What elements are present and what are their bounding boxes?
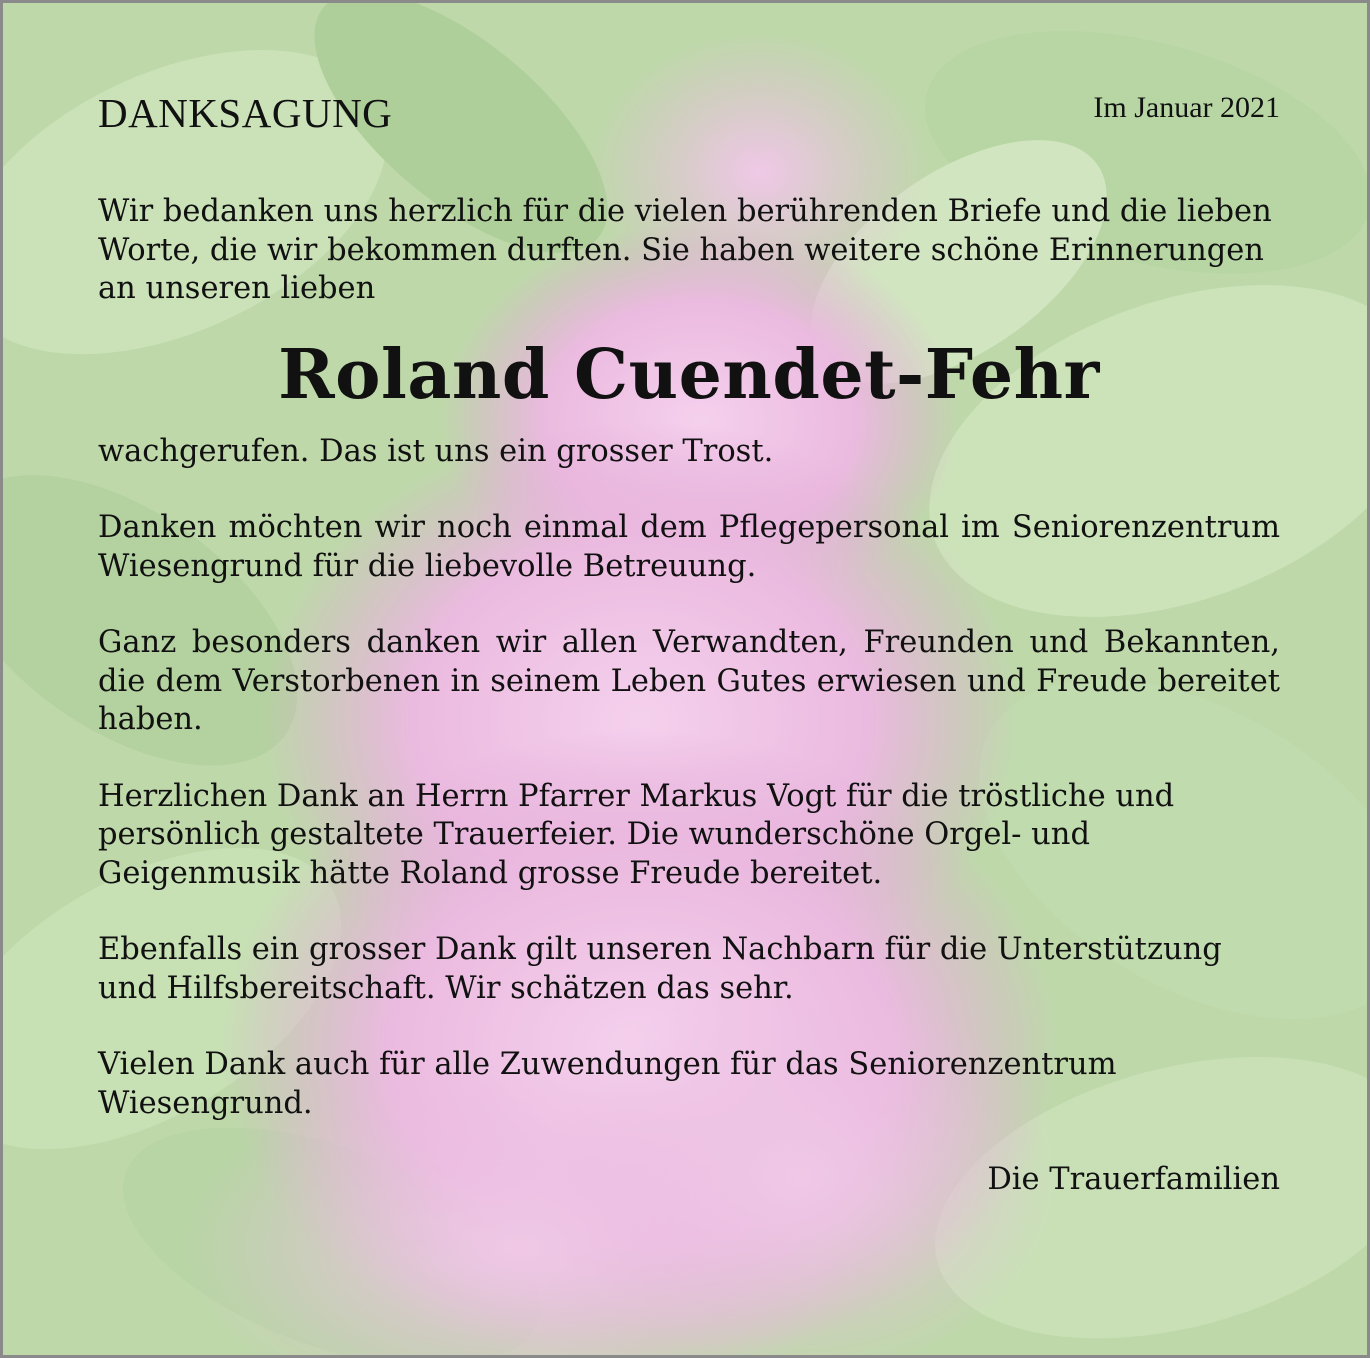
paragraph-4: Herzlichen Dank an Herrn Pfarrer Markus Vogt für die tröstliche und persönlich gestaltete Trauerfeier. Die wunderschöne Orgel- und Geigenmusik hätte Roland grosse Freude bereitet. (98, 778, 1175, 891)
paragraph-3: Ganz besonders danken wir allen Verwandten, Freunden und Bekannten, die dem Verstorbenen in seinem Leben Gutes erwiesen und Freude bereitet haben. (98, 625, 1280, 737)
date-label: Im Januar 2021 (1093, 91, 1280, 124)
intro-paragraph: Wir bedanken uns herzlich für die vielen berührenden Briefe und die lieben Worte, die wir bekommen durften. Sie haben weitere schöne Erinnerungen an unseren lieben (98, 194, 1272, 306)
announcement-text (98, 85, 1280, 1199)
paragraph-6: Vielen Dank auch für alle Zuwendungen für das Seniorenzentrum Wiesengrund. (98, 1047, 1117, 1121)
paragraph-5: Ebenfalls ein grosser Dank gilt unseren Nachbarn für die Unterstützung und Hilfsbereitschaft. Wir schätzen das sehr. (98, 932, 1222, 1006)
deceased-name: Roland Cuendet-Fehr (278, 334, 1100, 415)
paragraph-2: Danken möchten wir noch einmal dem Pflegepersonal im Seniorenzentrum Wiesengrund für die liebevolle Betreuung. (98, 510, 1280, 584)
header-row (98, 85, 1280, 193)
signature: Die Trauerfamilien (987, 1162, 1280, 1197)
paragraph-1: wachgerufen. Das ist uns ein grosser Trost. (98, 433, 774, 469)
page-title: DANKSAGUNG (98, 90, 393, 136)
